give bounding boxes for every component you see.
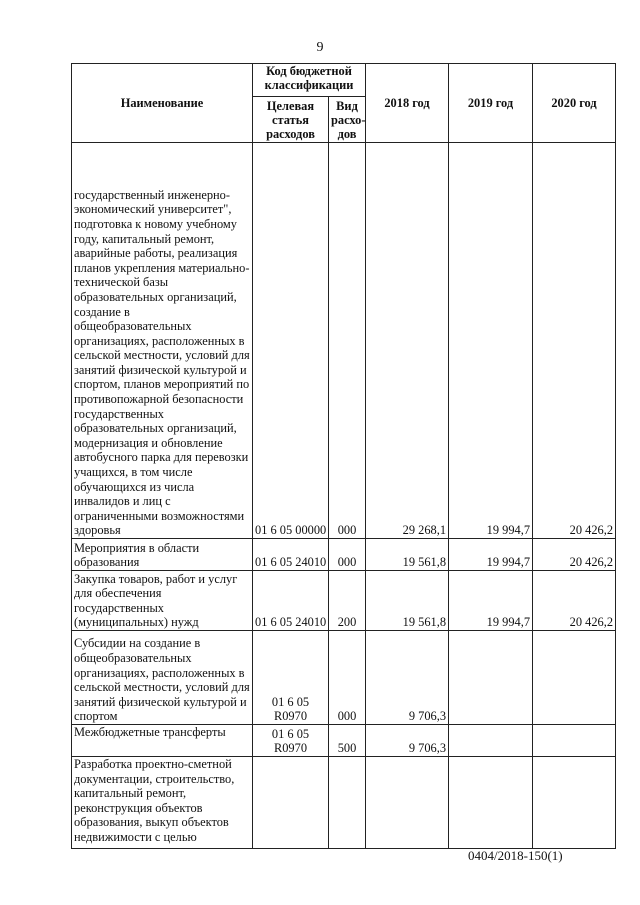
row-target-code: 01 6 05 24010 <box>253 571 329 631</box>
table-row <box>72 631 616 725</box>
row-value-2020 <box>533 725 616 757</box>
row-value-2018 <box>366 757 449 849</box>
row-value-2019 <box>449 631 533 725</box>
budget-table <box>71 63 616 849</box>
row-expense-type <box>329 757 366 849</box>
row-value-2018: 29 268,1 <box>366 143 449 539</box>
table-row <box>72 725 616 757</box>
row-value-2020 <box>533 757 616 849</box>
header-expense-type: Вид расхо-дов <box>329 97 366 143</box>
row-value-2020: 20 426,2 <box>533 143 616 539</box>
row-expense-type: 000 <box>329 539 366 571</box>
row-value-2018: 19 561,8 <box>366 571 449 631</box>
table-row <box>72 757 616 849</box>
row-value-2019: 19 994,7 <box>449 143 533 539</box>
table-row <box>72 539 616 571</box>
row-target-code: 01 6 05 00000 <box>253 143 329 539</box>
row-value-2018: 9 706,3 <box>366 631 449 725</box>
row-value-2018: 19 561,8 <box>366 539 449 571</box>
row-value-2020: 20 426,2 <box>533 539 616 571</box>
table-row <box>72 143 616 539</box>
row-name: государственный инженерно-экономический университет", подготовка к новому учебному году, капитальный ремонт, аварийные работы, реализация планов укрепления материально-технической базы образовательных организаций, создание в общеобразовательных организациях, расположенных в сельской местности, условий для занятий физической культурой и спортом, планов мероприятий по противопожарной безопасности государственных образовательных организаций, модернизация и обновление автобусного парка для перевозки учащихся, в том числе обучающихся из числа инвалидов и лиц с ограниченными возможностями здоровья <box>72 143 253 539</box>
header-budget-classification-code: Код бюджетной классификации <box>253 64 366 97</box>
row-expense-type: 500 <box>329 725 366 757</box>
header-year-2019: 2019 год <box>449 64 533 143</box>
table-row <box>72 571 616 631</box>
row-target-code: 01 6 05 R0970 <box>253 631 329 725</box>
row-value-2020: 20 426,2 <box>533 571 616 631</box>
row-value-2018: 9 706,3 <box>366 725 449 757</box>
header-year-2020: 2020 год <box>533 64 616 143</box>
row-name: Межбюджетные трансферты <box>72 725 253 757</box>
row-target-code: 01 6 05 R0970 <box>253 725 329 757</box>
row-name: Мероприятия в области образования <box>72 539 253 571</box>
row-name: Субсидии на создание в общеобразовательных организациях, расположенных в сельской местности, условий для занятий физической культурой и спортом <box>72 631 253 725</box>
row-expense-type: 200 <box>329 571 366 631</box>
header-target-article: Целевая статья расходов <box>253 97 329 143</box>
row-name: Закупка товаров, работ и услуг для обеспечения государственных (муниципальных) нужд <box>72 571 253 631</box>
row-value-2019 <box>449 725 533 757</box>
row-target-code: 01 6 05 24010 <box>253 539 329 571</box>
row-expense-type: 000 <box>329 143 366 539</box>
row-value-2019 <box>449 757 533 849</box>
page-number: 9 <box>316 40 324 55</box>
header-name: Наименование <box>72 64 253 143</box>
row-value-2019: 19 994,7 <box>449 539 533 571</box>
row-value-2019: 19 994,7 <box>449 571 533 631</box>
header-year-2018: 2018 год <box>366 64 449 143</box>
document-code: 0404/2018-150(1) <box>468 848 563 863</box>
row-expense-type: 000 <box>329 631 366 725</box>
row-value-2020 <box>533 631 616 725</box>
row-target-code <box>253 757 329 849</box>
row-name: Разработка проектно-сметной документации, строительство, капитальный ремонт, реконструкция объектов образования, выкуп объектов недвижимости с целью <box>72 757 253 849</box>
